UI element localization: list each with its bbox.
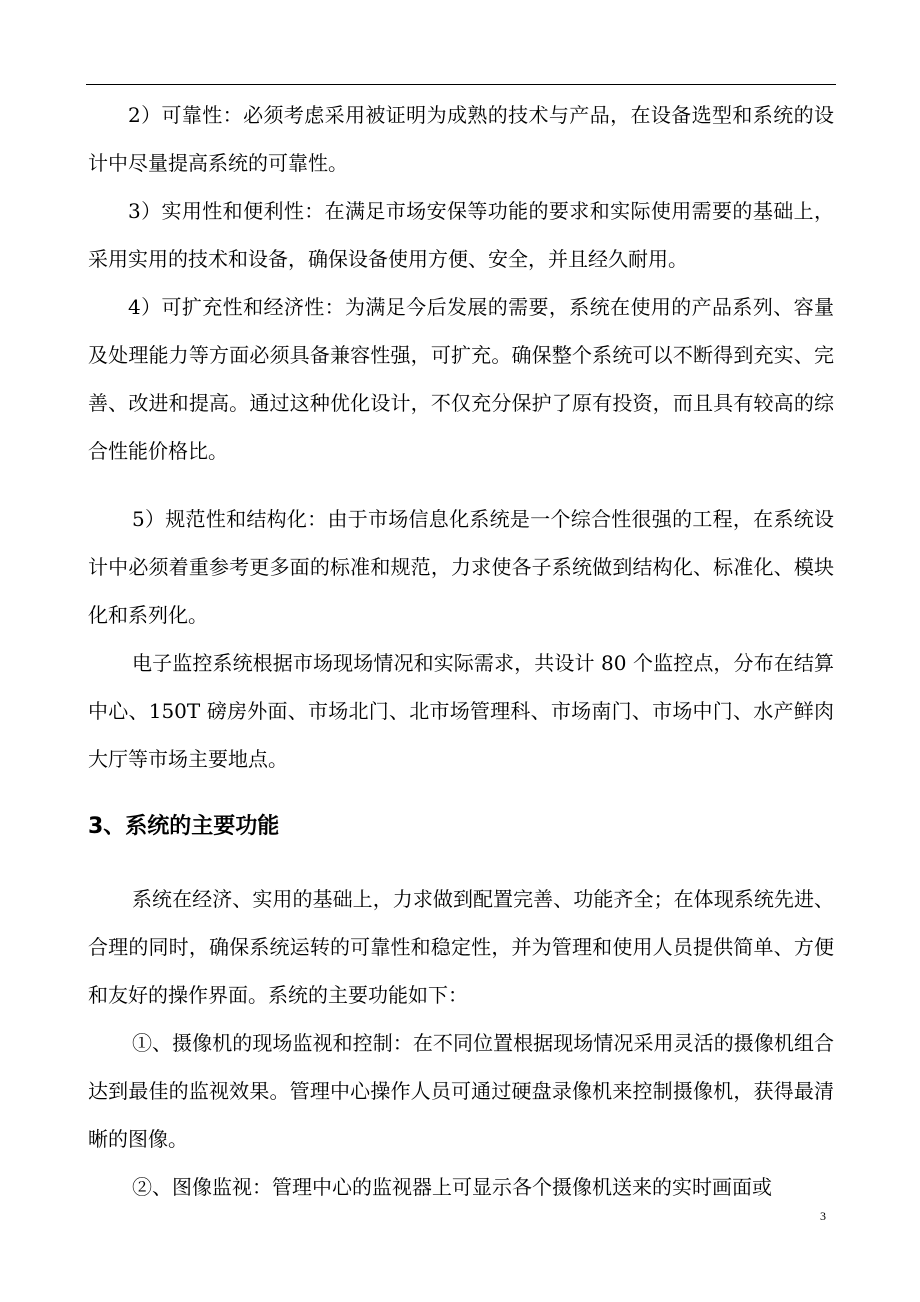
paragraph-practicality: 3）实用性和便利性：在满足市场安保等功能的要求和实际使用需要的基础上，采用实用的技术和设备，确保设备使用方便、安全，并且经久耐用。 xyxy=(88,199,834,271)
header-rule xyxy=(86,84,836,85)
paragraph-monitoring-points: 电子监控系统根据市场现场情况和实际需求，共设计 80 个监控点，分布在结算中心、150T 磅房外面、市场北门、北市场管理科、市场南门、市场中门、水产鲜肉大厅等市场主要地点。 xyxy=(88,651,834,771)
paragraph-expandability: 4）可扩充性和经济性：为满足今后发展的需要，系统在使用的产品系列、容量及处理能力等方面必须具备兼容性强，可扩充。确保整个系统可以不断得到充实、完善、改进和提高。通过这种优化设计，不仅充分保护了原有投资，而且具有较高的综合性能价格比。 xyxy=(88,295,834,463)
page-number: 3 xyxy=(820,1209,826,1223)
paragraph-reliability: 2）可靠性：必须考虑采用被证明为成熟的技术与产品，在设备选型和系统的设计中尽量提高系统的可靠性。 xyxy=(88,103,834,175)
section-heading: 3、系统的主要功能 xyxy=(88,814,280,839)
paragraph-camera-control: ①、摄像机的现场监视和控制：在不同位置根据现场情况采用灵活的摄像机组合达到最佳的监视效果。管理中心操作人员可通过硬盘录像机来控制摄像机，获得最清晰的图像。 xyxy=(88,1031,834,1151)
paragraph-system-overview: 系统在经济、实用的基础上，力求做到配置完善、功能齐全；在体现系统先进、合理的同时，确保系统运转的可靠性和稳定性，并为管理和使用人员提供简单、方便和友好的操作界面。系统的主要功能如下： xyxy=(88,887,834,1007)
paragraph-image-monitoring: ②、图像监视：管理中心的监视器上可显示各个摄像机送来的实时画面或 xyxy=(132,1175,772,1199)
paragraph-standardization: 5）规范性和结构化：由于市场信息化系统是一个综合性很强的工程，在系统设计中必须着重参考更多面的标准和规范，力求使各子系统做到结构化、标准化、模块化和系列化。 xyxy=(88,507,834,627)
document-body xyxy=(88,91,834,1211)
